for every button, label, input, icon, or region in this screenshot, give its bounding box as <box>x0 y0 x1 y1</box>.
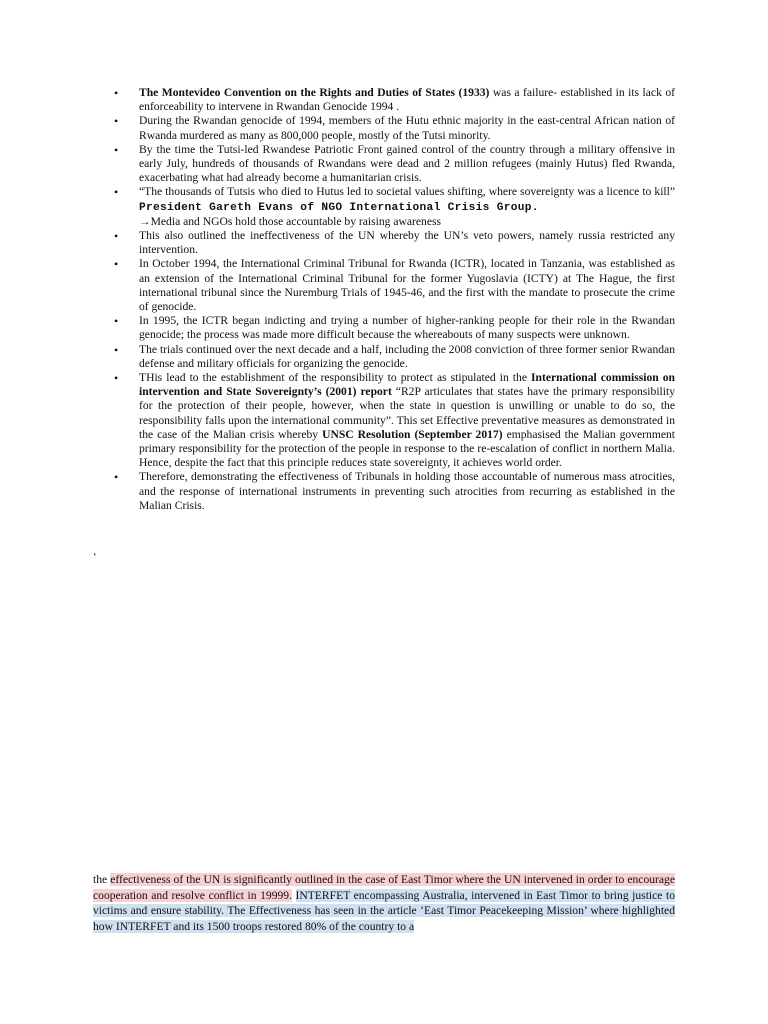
r2p-bold-report: International commission on intervention and State Sovereignty’s (2001) report <box>139 371 676 399</box>
r2p-mid: “R2P articulates that states have the primary responsibility for the protection of their people, however, when the state in question is unwilling or unable to do so, the responsibility falls upon the international community”. This set Effective preventative measures as demonstrated in the case of the Malian crisis whereby <box>139 385 676 441</box>
r2p-bold-resolution: UNSC Resolution (September 2017) <box>322 427 503 441</box>
quote-speaker: President Gareth Evans of NGO International Crisis Group. <box>139 201 539 214</box>
bullet-trials <box>113 343 675 371</box>
bullet-tutsi-front <box>113 143 675 186</box>
bullet-text: This also outlined the ineffectiveness of the UN whereby the UN’s veto powers, namely russia restricted any intervention. <box>139 229 675 257</box>
bullet-text: Therefore, demonstrating the effectiveness of Tribunals in holding those accountable of numerous mass atrocities, and the response of international instruments in preventing such atrocities from recurring as established in the Malian Crisis. <box>139 470 675 512</box>
bullet-un-veto <box>113 229 675 257</box>
quote-text: “The thousands of Tutsis who died to Hutus led to societal values shifting, where sovereignty was a licence to kill” <box>139 185 675 199</box>
r2p-pre: THis lead to the establishment of the responsibility to protect as stipulated in the <box>139 371 532 385</box>
bullet-conclusion <box>113 470 675 513</box>
bullet-ictr-indicting <box>113 314 675 342</box>
blue-highlight: INTERFET encompassing Australia, intervened in East Timor to bring justice to victims and ensure stability. The Effectiveness has seen in the article ‘East Timor Peacekeeping Mission’ where highlighted how INTERFET and its 1500 troops restored 80% of the country to a <box>93 888 675 933</box>
paragraph-lead: the <box>93 873 111 886</box>
bullet-text: In 1995, the ICTR began indicting and trying a number of higher-ranking people for their role in the Rwandan genocide; the process was made more difficult because the whereabouts of many suspects were unknown. <box>139 314 675 342</box>
bullet-text: During the Rwandan genocide of 1994, members of the Hutu ethnic majority in the east-central African nation of Rwanda murdered as many as 800,000 people, mostly of the Tutsi minority. <box>139 114 675 142</box>
quote-note: →Media and NGOs hold those accountable by raising awareness <box>139 214 441 228</box>
east-timor-paragraph <box>93 872 675 934</box>
bullet-rwandan-genocide <box>113 114 675 142</box>
bullet-ictr-established <box>113 257 675 314</box>
stray-mark: ‘ <box>93 551 97 563</box>
bullet-text: By the time the Tutsi-led Rwandese Patriotic Front gained control of the country through a military offensive in early July, hundreds of thousands of Rwandans were dead and 2 million refugees (mainly Hutus) fled Rwanda, exacerbating what had already become a humanitarian crisis. <box>139 142 675 185</box>
bullet-r2p <box>113 371 675 470</box>
paragraph-space <box>292 889 296 902</box>
r2p-post: emphasised the Malian government primary responsibility for the protection of the people in response to the re-escalation of conflict in northern Malia. Hence, despite the fact that this principle reduces state sovereignty, it achieves world order. <box>139 427 675 470</box>
bullet-text: In October 1994, the International Criminal Tribunal for Rwanda (ICTR), located in Tanzania, was established as an extension of the International Criminal Tribunal for the former Yugoslavia (ICTY) at The Hague, the first international tribunal since the Nuremburg Trials of 1945-46, and the first with the mandate to prosecute the crime of genocide. <box>139 257 675 314</box>
montevideo-bold: The Montevideo Convention on the Rights and Duties of States (1933) <box>139 86 490 99</box>
bullet-montevideo <box>113 86 675 114</box>
pink-highlight: effectiveness of the UN is significantly outlined in the case of East Timor where the UN intervened in order to encourage cooperation and resolve conflict in 19999. <box>93 873 675 902</box>
montevideo-text: was a failure- established in its lack of enforceability to intervene in Rwandan Genocide 1994 . <box>139 86 675 114</box>
bullet-list <box>113 86 675 513</box>
bullet-text: The trials continued over the next decade and a half, including the 2008 conviction of three former senior Rwandan defense and military officials for organizing the genocide. <box>139 342 675 370</box>
bullet-evans-quote <box>113 185 675 229</box>
